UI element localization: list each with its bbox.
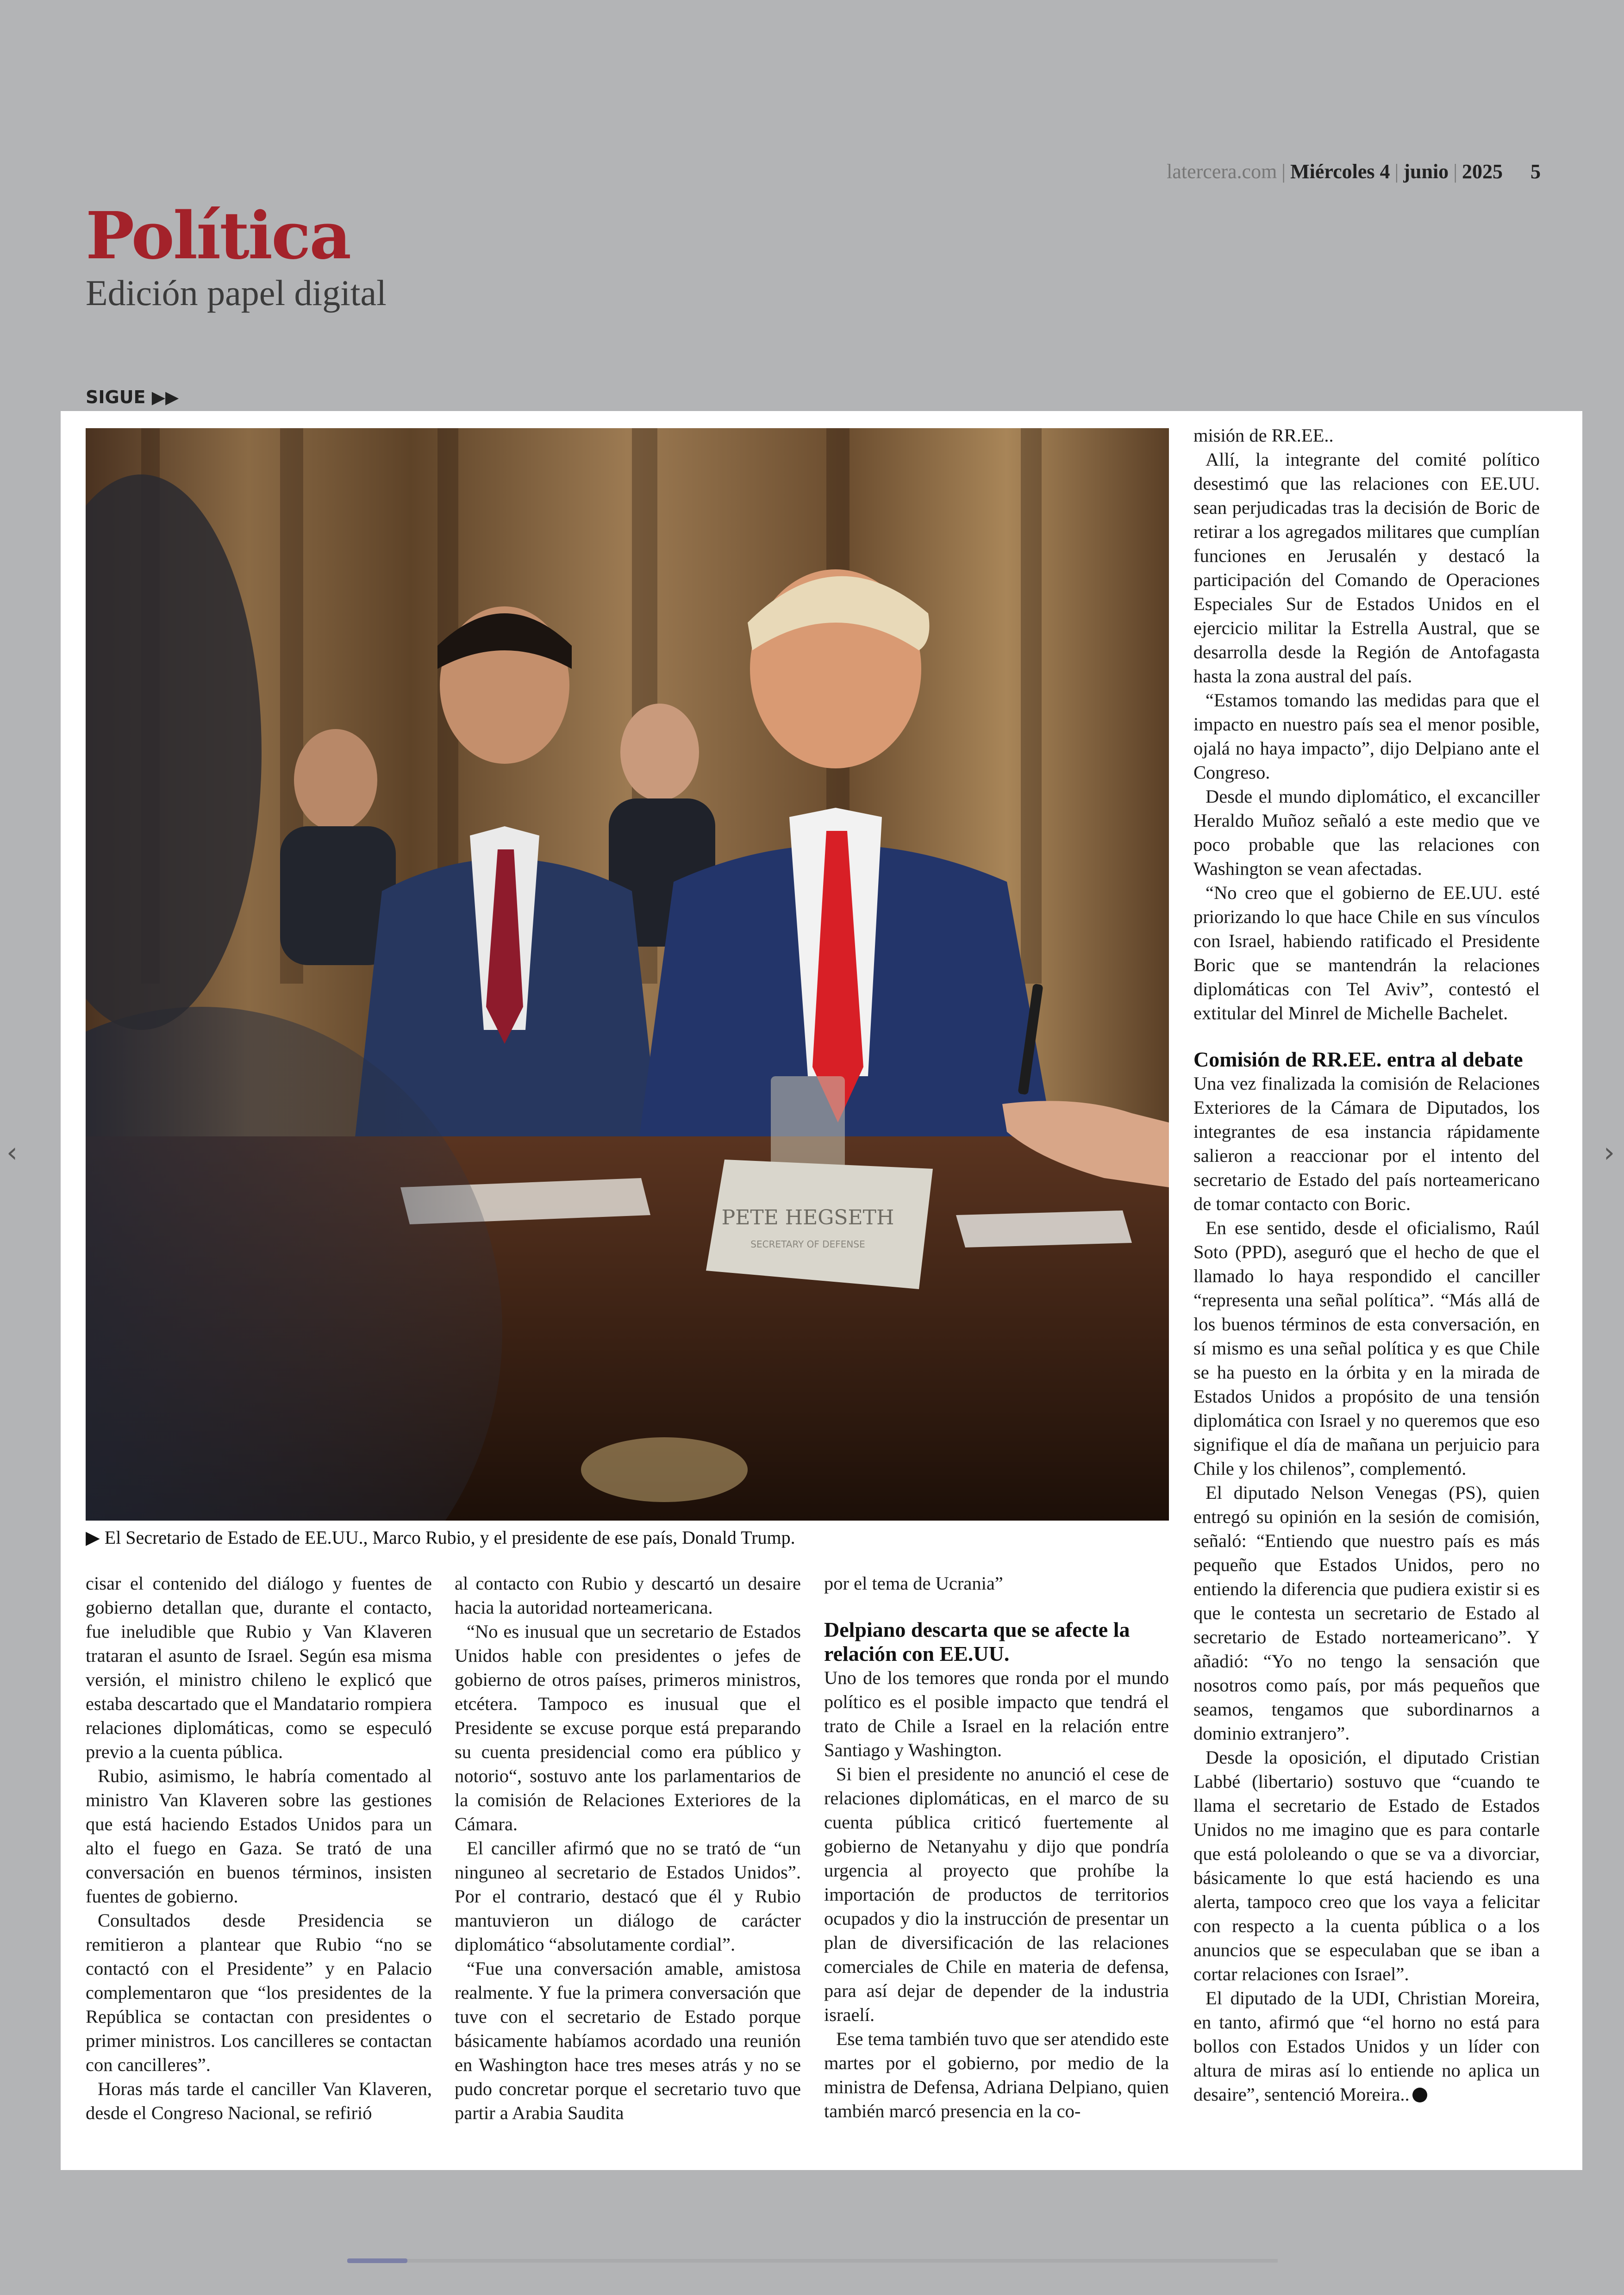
weekday: Miércoles 4 bbox=[1290, 160, 1390, 183]
paragraph: Desde la oposición, el diputado Cristian Labbé (libertario) sostuvo que “cuando te llama el secretario de Estado de Estados Unidos no me imagino que es para contarle que está pololeando o que se va a divorciar, básicamente lo que está haciendo es una alerta, tampoco creo que los vaya a felicitar con respecto a la cuenta pública o a los anuncios que se especulaban que se iban a cortar relaciones con Israel”. bbox=[1193, 1747, 1540, 1984]
page-scroll-track[interactable] bbox=[347, 2259, 1278, 2263]
continue-label: SIGUE ▶▶ bbox=[86, 387, 179, 407]
prev-page-arrow-icon[interactable]: ‹ bbox=[6, 1136, 18, 1169]
edition-subtitle: Edición papel digital bbox=[86, 273, 387, 313]
site-name: latercera.com bbox=[1167, 160, 1277, 183]
paragraph: Allí, la integrante del comité político desestimó que las relaciones con EE.UU. sean perjudicadas tras la decisión de Boric de retirar a los agregados militares que cumplían funciones en Jerusalén y destacó la participación del Comando de Operaciones Especiales Sur de Estados Unidos en el ejercicio militar la Estrella Austral, que se desarrolla desde la Región de Antofagasta hasta la zona austral del país. bbox=[1193, 449, 1540, 686]
paragraph-final-text: El diputado de la UDI, Christian Moreira, en tanto, afirmó que “el horno no está para bollos con Estados Unidos y un líder con altura de miras así lo entiende no aplica un desaire”, sentenció Moreira.. bbox=[1193, 1988, 1540, 2105]
article-column-1 bbox=[86, 1572, 432, 2125]
placard-title: SECRETARY OF DEFENSE bbox=[750, 1239, 865, 1250]
subheading-comision: Comisión de RR.EE. entra al debate bbox=[1193, 1048, 1523, 1071]
article-photo bbox=[86, 428, 1169, 1521]
masthead bbox=[86, 198, 387, 314]
dateline-separator: | bbox=[1453, 160, 1457, 183]
photo-illustration bbox=[86, 428, 1169, 1521]
paragraph: Horas más tarde el canciller Van Klaveren, desde el Congreso Nacional, se refirió bbox=[86, 2078, 432, 2123]
paragraph: Desde el mundo diplomático, el excanciller Heraldo Muñoz señaló a este medio que ve poco probable que las relaciones con Washington se vean afectadas. bbox=[1193, 786, 1540, 879]
paragraph: En ese sentido, desde el oficialismo, Raúl Soto (PPD), aseguró que el hecho de que el llamado lo haya respondido el canciller “representa una señal política”. “Más allá de los buenos términos de esta conversación, en sí mismo es una señal política y es que Chile se ha puesto en la órbita y en la mirada de Estados Unidos a propósito de una tensión diplomática con Israel y no queremos que eso signifique el día de mañana un perjuicio para Chile y los chilenos”, complementó. bbox=[1193, 1217, 1540, 1479]
paragraph: Si bien el presidente no anunció el cese de relaciones diplomáticas, en el marco de su cuenta pública criticó fuertemente al gobierno de Netanyahu y dijo que pondría urgencia al proyecto que prohíbe la importación de productos de territorios ocupados y dio la instrucción de presentar un plan de diversificación de las relaciones comerciales de Chile en materia de defensa, para así dejar de depender de la industria israelí. bbox=[824, 1764, 1169, 2025]
end-mark-icon bbox=[1412, 2088, 1427, 2102]
paragraph: cisar el contenido del diálogo y fuentes de gobierno detallan que, durante el contacto, fue ineludible que Rubio y Van Klaveren trataran el asunto de Israel. Según esa misma versión, el ministro chileno le explicó que estaba descartado que el Mandatario rompiera relaciones diplomáticas, como se especuló previo a la cuenta pública. bbox=[86, 1573, 432, 1762]
paragraph-final bbox=[1193, 1986, 1540, 2107]
subheading-delpiano: Delpiano descarta que se afecte la relación con EE.UU. bbox=[824, 1618, 1130, 1665]
paragraph: misión de RR.EE.. bbox=[1193, 425, 1334, 446]
next-page-arrow-icon[interactable]: › bbox=[1604, 1136, 1615, 1169]
paragraph: El canciller afirmó que no se trató de “un ninguneo al secretario de Estados Unidos”. Por el contrario, destacó que él y Rubio mantuvieron un diálogo de carácter diplomático “absolutamente cordial”. bbox=[455, 1838, 801, 1955]
paragraph: “No creo que el gobierno de EE.UU. esté priorizando lo que hace Chile en sus vínculos con Israel, habiendo ratificado el Presidente Boric que se mantendrán la relaciones diplomáticas con Tel Aviv”, contestó el extitular del Minrel de Michelle Bachelet. bbox=[1193, 882, 1540, 1023]
article-column-4 bbox=[1193, 424, 1540, 2107]
paragraph: por el tema de Ucrania” bbox=[824, 1573, 1003, 1594]
section-title: Política bbox=[86, 198, 350, 274]
paragraph: Una vez finalizada la comisión de Relaciones Exteriores de la Cámara de Diputados, los integrantes de esa instancia rápidamente salieron a reaccionar por el intento del secretario de Estado del país norteamericano de tomar contacto con Boric. bbox=[1193, 1073, 1540, 1214]
paragraph: “No es inusual que un secretario de Estados Unidos hable con presidentes o jefes de gobierno de otros países, primeros ministros, etcétera. Tampoco es inusual que el Presidente se excuse porque está preparando su cuenta presidencial como era público y notorio“, sostuvo ante los parlamentarios de la comisión de Relaciones Exteriores de la Cámara. bbox=[455, 1621, 801, 1834]
year: 2025 bbox=[1462, 160, 1503, 183]
dateline bbox=[1167, 160, 1541, 183]
paragraph: “Estamos tomando las medidas para que el impacto en nuestro país sea el menor posible, ojalá no haya impacto”, dijo Delpiano ante el Congreso. bbox=[1193, 690, 1540, 783]
paragraph: Uno de los temores que ronda por el mundo político es el posible impacto que tendrá el trato de Chile a Israel en la relación entre Santiago y Washington. bbox=[824, 1667, 1169, 1760]
paragraph: al contacto con Rubio y descartó un desaire hacia la autoridad norteamericana. bbox=[455, 1573, 801, 1618]
dateline-separator: | bbox=[1281, 160, 1286, 183]
paragraph: Ese tema también tuvo que ser atendido este martes por el gobierno, por medio de la ministra de Defensa, Adriana Delpiano, quien también marcó presencia en la co- bbox=[824, 2028, 1169, 2121]
paragraph: Consultados desde Presidencia se remitieron a plantear que Rubio “no se contactó con el Presidente” y en Palacio complementaron que “los presidentes de la República se contactan con presidentes o primer ministros. Los cancilleres se contactan con cancilleres”. bbox=[86, 1910, 432, 2075]
dateline-separator: | bbox=[1394, 160, 1399, 183]
paragraph: Rubio, asimismo, le habría comentado al ministro Van Klaveren sobre las gestiones que está haciendo Estados Unidos para un alto el fuego en Gaza. Se trató de una conversación en buenos términos, insisten fuentes de gobierno. bbox=[86, 1765, 432, 1907]
paragraph: “Fue una conversación amable, amistosa realmente. Y fue la primera conversación que tuve con el secretario de Estado porque básicamente habíamos acordado una reunión en Washington hace tres meses atrás y no se pudo concretar porque el secretario tuvo que partir a Arabia Saudita bbox=[455, 1958, 801, 2123]
photo-caption: ▶ El Secretario de Estado de EE.UU., Marco Rubio, y el presidente de ese país, Donald Trump. bbox=[86, 1527, 795, 1548]
article-column-3 bbox=[824, 1572, 1169, 2123]
paragraph: El diputado Nelson Venegas (PS), quien entregó su opinión en la sesión de comisión, señaló: “Entiendo que nuestro país es más pequeño que Estados Unidos, pero no entiendo la diferencia que pudiera existir si es que le contesta un secretario de Estado al secretario de Estado norteamericano”. Y añadió: “Yo no tengo la sensación que nosotros como país, por más pequeños que seamos, tengamos que subordinarnos a dominio extranjero”. bbox=[1193, 1482, 1540, 1744]
page-scroll-thumb[interactable] bbox=[347, 2258, 407, 2263]
placard-name: PETE HEGSETH bbox=[721, 1206, 894, 1229]
page-number: 5 bbox=[1530, 160, 1541, 183]
article-column-2 bbox=[455, 1572, 801, 2125]
month: junio bbox=[1403, 160, 1449, 183]
